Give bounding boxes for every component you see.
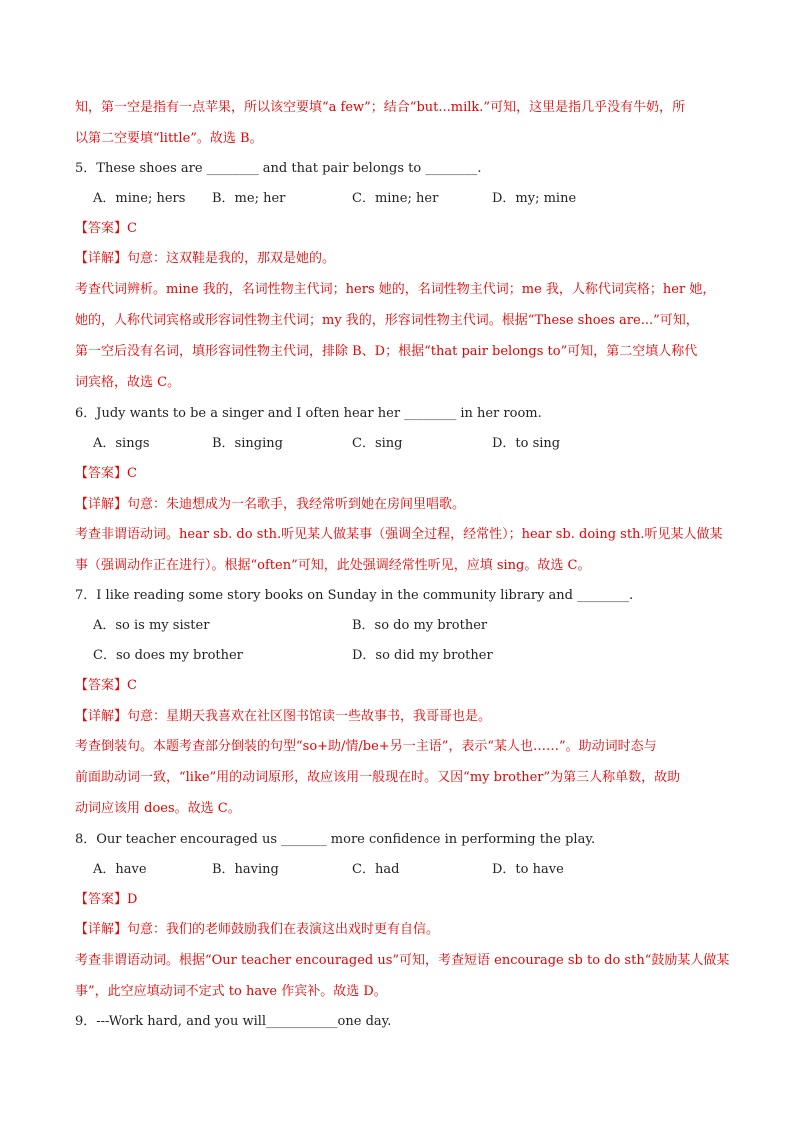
q5-option-d: D．my; mine xyxy=(492,191,577,206)
q6-detail: 【详解】句意：朱迪想成为一名歌手，我经常听到她在房间里唱歌。 xyxy=(75,497,466,512)
q7-answer: 【答案】C xyxy=(75,678,137,693)
q8-detail: 【详解】句意：我们的老师鼓励我们在表演这出戏时更有自信。 xyxy=(75,922,440,937)
q5-explanation-line: 她的，人称代词宾格或形容词性物主代词；my 我的，形容词性物主代词。根据“These shoes are...”可知， xyxy=(75,313,699,328)
question-6-stem: 6．Judy wants to be a singer and I often hear her ________ in her room. xyxy=(75,406,542,421)
q5-answer: 【答案】C xyxy=(75,221,137,236)
q8-explanation-line: 考查非谓语动词。根据“Our teacher encouraged us”可知，考查短语 encourage sb to do sth“鼓励某人做某 xyxy=(75,953,730,968)
q7-explanation-line: 考查倒装句。本题考查部分倒装的句型“so+助/情/be+另一主语”，表示“某人也……”。助动词时态与 xyxy=(75,739,657,754)
q8-explanation-line: 事”，此空应填动词不定式 to have 作宾补。故选 D。 xyxy=(75,984,387,999)
q7-option-d: D．so did my brother xyxy=(352,648,493,663)
q5-explanation-line: 词宾格，故选 C。 xyxy=(75,375,181,390)
q5-detail: 【详解】句意：这双鞋是我的，那双是她的。 xyxy=(75,251,336,266)
question-7-stem: 7．I like reading some story books on Sunday in the community library and ________. xyxy=(75,588,634,603)
q7-option-c: C．so does my brother xyxy=(93,648,243,663)
q8-answer: 【答案】D xyxy=(75,892,138,907)
q6-option-c: C．sing xyxy=(352,436,403,451)
q5-explanation-line: 考查代词辨析。mine 我的，名词性物主代词；hers 她的，名词性物主代词；me 我，人称代词宾格；her 她， xyxy=(75,282,716,297)
question-8-stem: 8．Our teacher encouraged us _______ more confidence in performing the play. xyxy=(75,832,596,847)
q5-option-c: C．mine; her xyxy=(352,191,439,206)
q6-option-d: D．to sing xyxy=(492,436,561,451)
q6-explanation-line: 事（强调动作正在进行）。根据“often”可知，此处强调经常性听见，应填 sing。故选 C。 xyxy=(75,558,591,573)
question-9-stem: 9．---Work hard, and you will___________one day. xyxy=(75,1014,392,1029)
q6-explanation-line: 考查非谓语动词。hear sb. do sth.听见某人做某事（强调全过程，经常性）；hear sb. doing sth.听见某人做某 xyxy=(75,527,723,542)
q5-explanation-line: 第一空后没有名词，填形容词性物主代词，排除 B、D；根据“that pair belongs to”可知，第二空填人称代 xyxy=(75,344,698,359)
q7-explanation-line: 动词应该用 does。故选 C。 xyxy=(75,801,241,816)
q6-option-a: A．sings xyxy=(93,436,150,451)
question-5-stem: 5．These shoes are ________ and that pair belongs to ________. xyxy=(75,161,482,176)
q7-option-a: A．so is my sister xyxy=(93,618,210,633)
q8-option-b: B．having xyxy=(212,862,279,877)
q7-option-b: B．so do my brother xyxy=(352,618,488,633)
q5-option-a: A．mine; hers xyxy=(93,191,186,206)
q8-option-c: C．had xyxy=(352,862,400,877)
q7-detail: 【详解】句意：星期天我喜欢在社区图书馆读一些故事书，我哥哥也是。 xyxy=(75,709,492,724)
prev-explanation-line: 知，第一空是指有一点苹果，所以该空要填“a few”；结合“but...milk.”可知，这里是指几乎没有牛奶，所 xyxy=(75,100,686,115)
prev-explanation-line: 以第二空要填“little”。故选 B。 xyxy=(75,131,263,146)
q7-explanation-line: 前面助动词一致，“like”用的动词原形，故应该用一般现在时。又因“my brother”为第三人称单数，故助 xyxy=(75,770,681,785)
q8-option-a: A．have xyxy=(93,862,147,877)
q5-option-b: B．me; her xyxy=(212,191,286,206)
q8-option-d: D．to have xyxy=(492,862,564,877)
q6-option-b: B．singing xyxy=(212,436,283,451)
q6-answer: 【答案】C xyxy=(75,466,137,481)
